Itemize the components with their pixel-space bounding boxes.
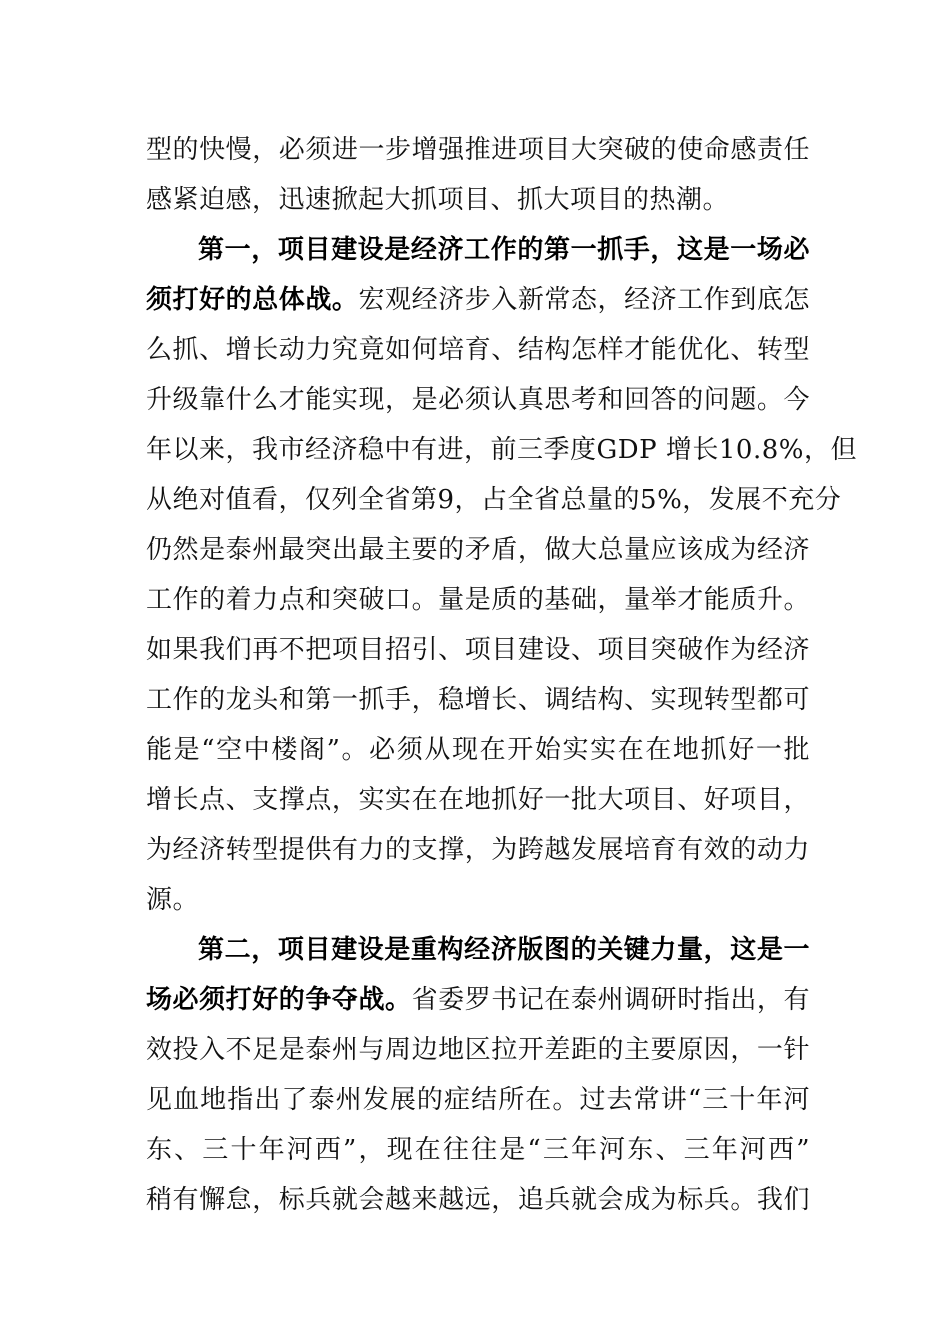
paragraph-line — [146, 1130, 810, 1170]
bold-lead-text: 第二，项目建设是重构经济版图的关键力量，这是一 — [198, 935, 810, 965]
bold-lead-text: 第一，项目建设是经济工作的第一抓手，这是一场必 — [198, 235, 810, 265]
paragraph-line — [146, 580, 810, 620]
paragraph-heading-line — [198, 230, 810, 270]
paragraph-heading-line — [198, 930, 810, 970]
paragraph-line — [146, 1030, 810, 1070]
paragraph-line — [146, 1080, 810, 1120]
paragraph-line — [146, 480, 842, 520]
bold-lead-text: 场必须打好的争夺战。 — [146, 985, 412, 1015]
line-text: 工作的着力点和突破口。量是质的基础，量举才能质升。 — [146, 585, 810, 615]
paragraph-line — [146, 180, 810, 220]
line-text: 年以来，我市经济稳中有进，前三季度GDP 增长10.8%，但 — [146, 435, 857, 465]
paragraph-line — [146, 980, 810, 1020]
paragraph-line — [146, 730, 810, 770]
paragraph-line — [146, 830, 810, 870]
paragraph-line — [146, 280, 810, 320]
line-text: 仍然是泰州最突出最主要的矛盾，做大总量应该成为经济 — [146, 535, 810, 565]
line-text: 升级靠什么才能实现，是必须认真思考和回答的问题。今 — [146, 385, 810, 415]
line-text: 么抓、增长动力究竟如何培育、结构怎样才能优化、转型 — [146, 335, 810, 365]
line-text: 能是“空中楼阁”。必须从现在开始实实在在地抓好一批 — [146, 735, 810, 765]
bold-lead-text: 须打好的总体战。 — [146, 285, 359, 315]
line-text: 如果我们再不把项目招引、项目建设、项目突破作为经济 — [146, 635, 810, 665]
line-text: 增长点、支撑点，实实在在地抓好一批大项目、好项目， — [146, 785, 810, 815]
paragraph-line — [146, 330, 810, 370]
line-text: 型的快慢，必须进一步增强推进项目大突破的使命感责任 — [146, 135, 810, 165]
paragraph-line — [146, 880, 810, 920]
line-text: 见血地指出了泰州发展的症结所在。过去常讲“三十年河 — [146, 1085, 810, 1115]
line-text: 感紧迫感，迅速掀起大抓项目、抓大项目的热潮。 — [146, 185, 730, 215]
line-text: 东、三十年河西”，现在往往是“三年河东、三年河西” — [146, 1135, 810, 1165]
paragraph-line — [146, 530, 810, 570]
paragraph-line — [146, 380, 810, 420]
line-text: 源。 — [146, 885, 200, 915]
line-text: 省委罗书记在泰州调研时指出，有 — [411, 985, 810, 1015]
line-text: 为经济转型提供有力的支撑，为跨越发展培育有效的动力 — [146, 835, 810, 865]
line-text: 稍有懈怠，标兵就会越来越远，追兵就会成为标兵。我们 — [146, 1185, 810, 1215]
paragraph-line — [146, 130, 810, 170]
paragraph-line — [146, 1180, 810, 1220]
line-text: 从绝对值看，仅列全省第9，占全省总量的5%，发展不充分 — [146, 485, 842, 515]
paragraph-line — [146, 630, 810, 670]
paragraph-line — [146, 780, 810, 820]
paragraph-line — [146, 680, 810, 720]
line-text: 效投入不足是泰州与周边地区拉开差距的主要原因，一针 — [146, 1035, 810, 1065]
paragraph-line — [146, 430, 857, 470]
line-text: 宏观经济步入新常态，经济工作到底怎 — [358, 285, 810, 315]
line-text: 工作的龙头和第一抓手，稳增长、调结构、实现转型都可 — [146, 685, 810, 715]
